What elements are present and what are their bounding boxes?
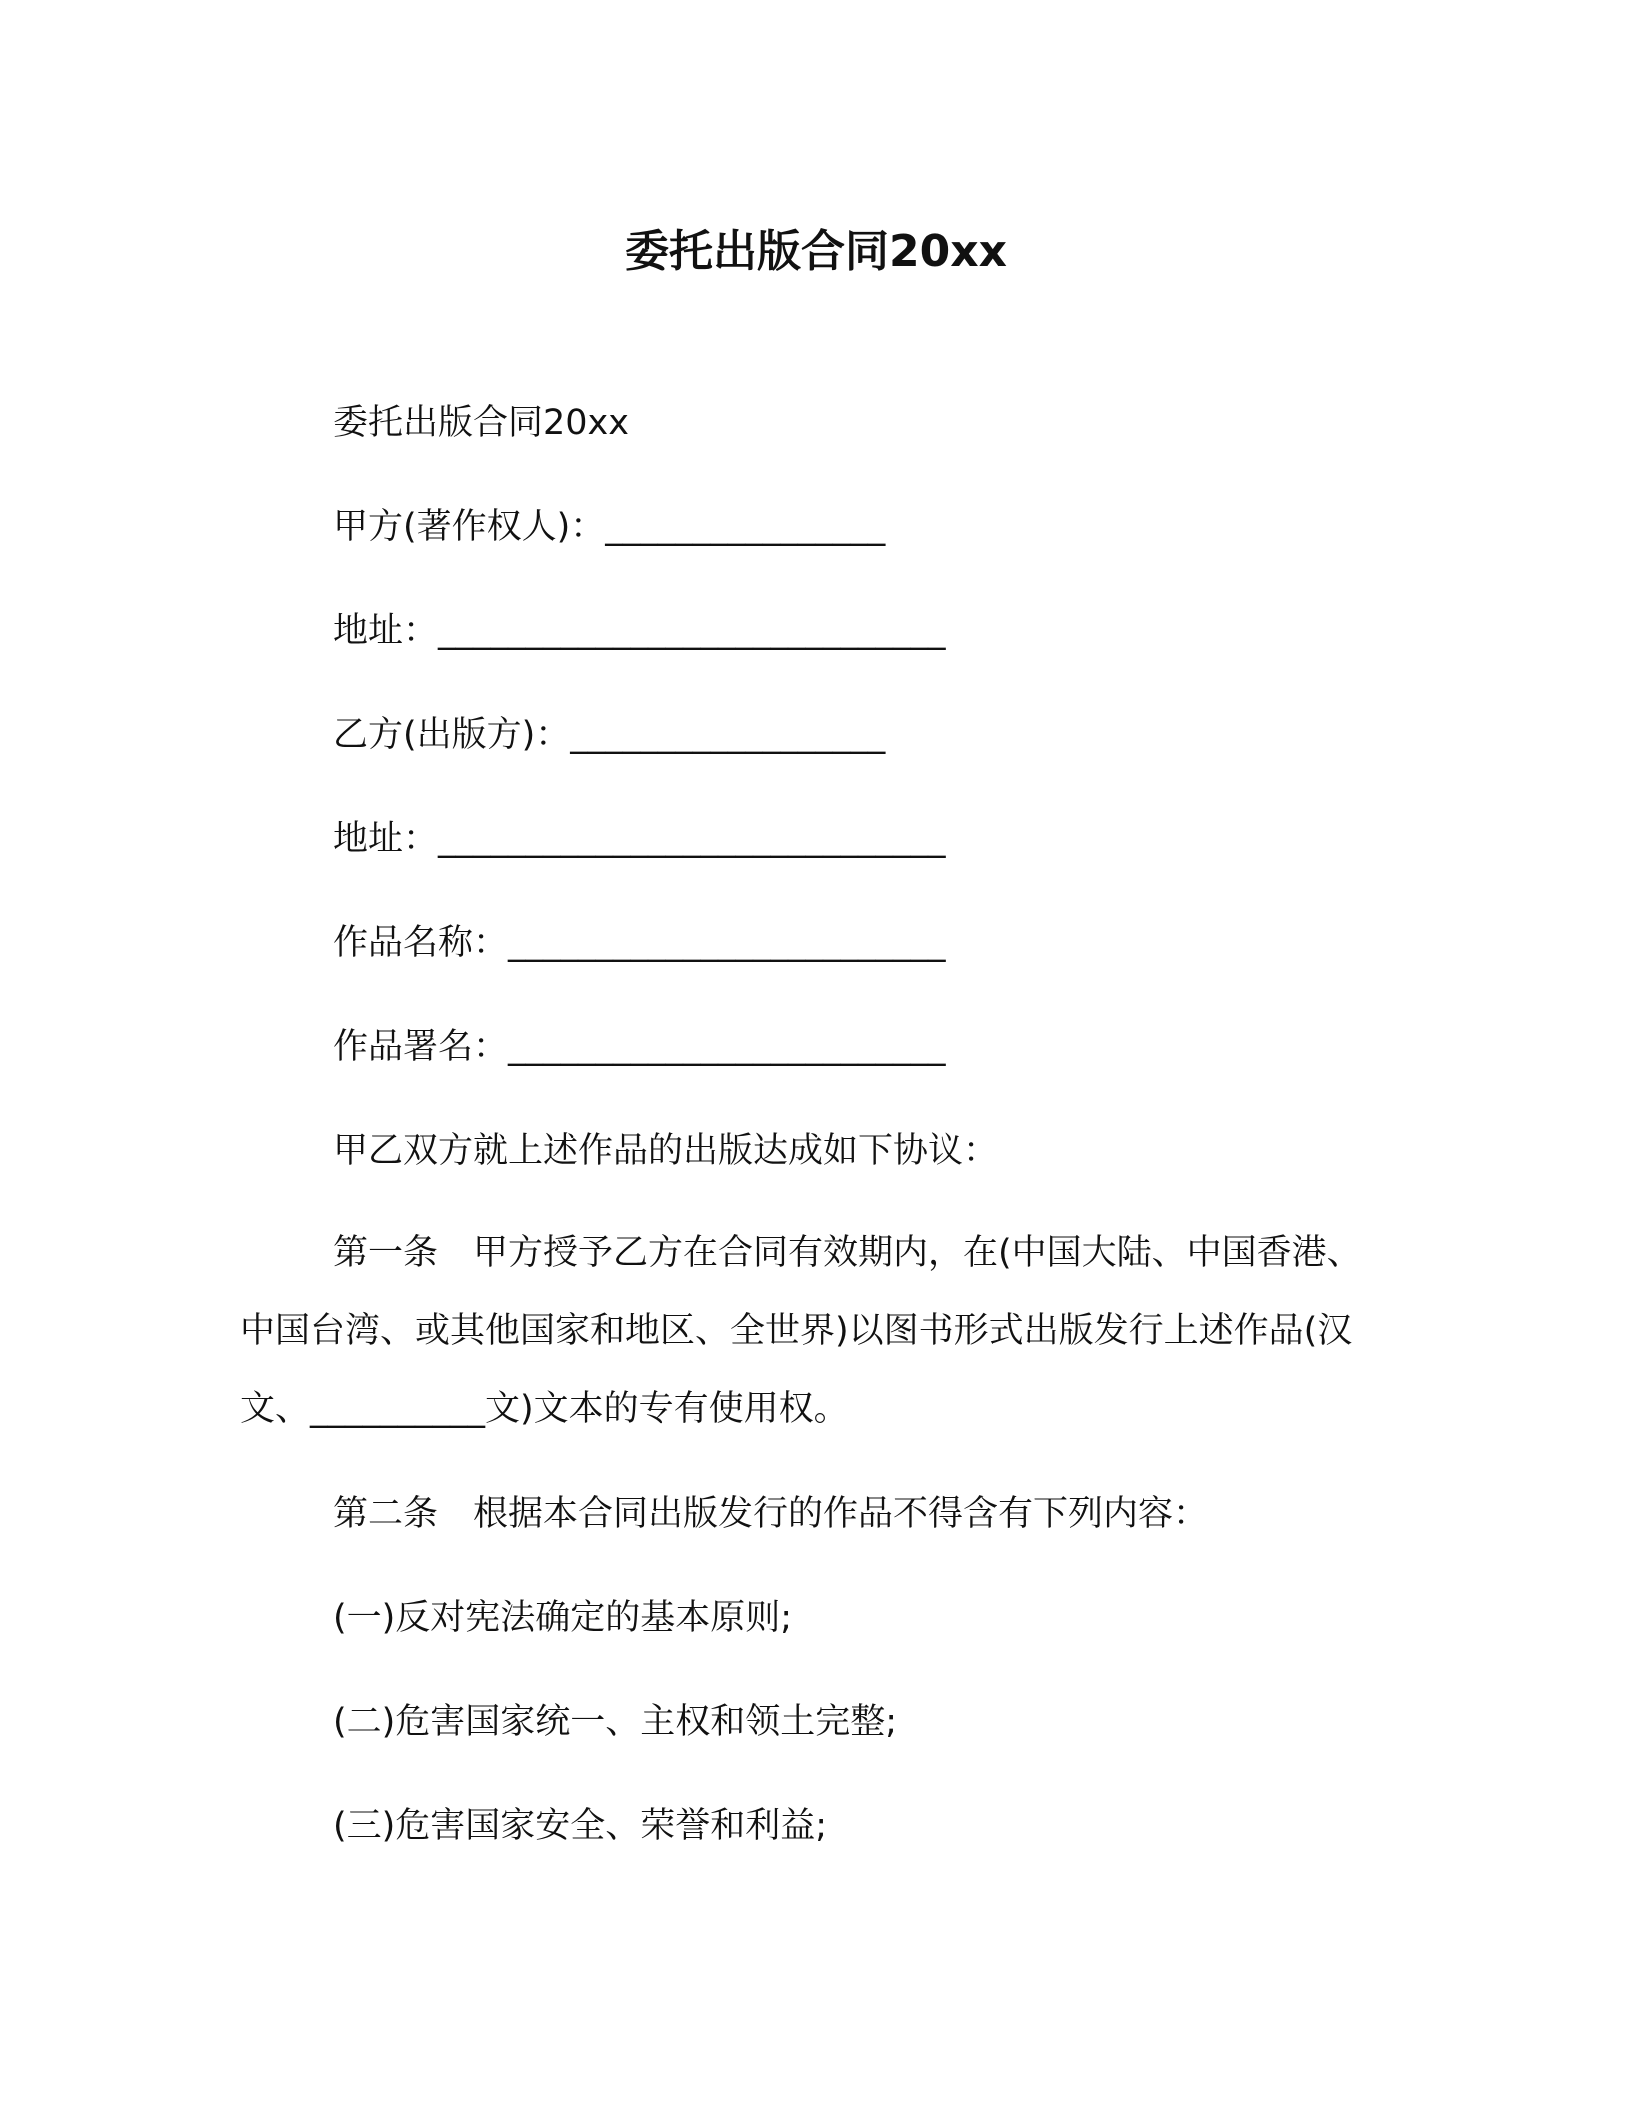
document-title: 委托出版合同20xx: [625, 226, 1007, 277]
article-2-line: 第二条 根据本合同出版发行的作品不得含有下列内容：: [333, 1494, 1209, 1534]
party-a-line: 甲方(著作权人)：________________: [333, 507, 886, 547]
party-a-address-line: 地址：_____________________________: [333, 611, 946, 651]
contract-name-line: 委托出版合同20xx: [333, 403, 629, 443]
work-title-line: 作品名称：_________________________: [333, 923, 946, 963]
clause-item-3: (三)危害国家安全、荣誉和利益;: [333, 1806, 828, 1846]
clause-item-1: (一)反对宪法确定的基本原则;: [333, 1598, 793, 1638]
party-b-address-line: 地址：_____________________________: [333, 819, 946, 859]
agreement-intro-line: 甲乙双方就上述作品的出版达成如下协议：: [333, 1131, 999, 1171]
work-author-line: 作品署名：_________________________: [333, 1027, 946, 1067]
clause-item-2: (二)危害国家统一、主权和领土完整;: [333, 1702, 898, 1742]
party-b-line: 乙方(出版方)：__________________: [333, 715, 886, 755]
article-1-paragraph: 第一条 甲方授予乙方在合同有效期内，在(中国大陆、中国香港、中国台湾、或其他国家和地区、全世界)以图书形式出版发行上述作品(汉文、__________文)文本的专有使用权。: [240, 1233, 1362, 1429]
